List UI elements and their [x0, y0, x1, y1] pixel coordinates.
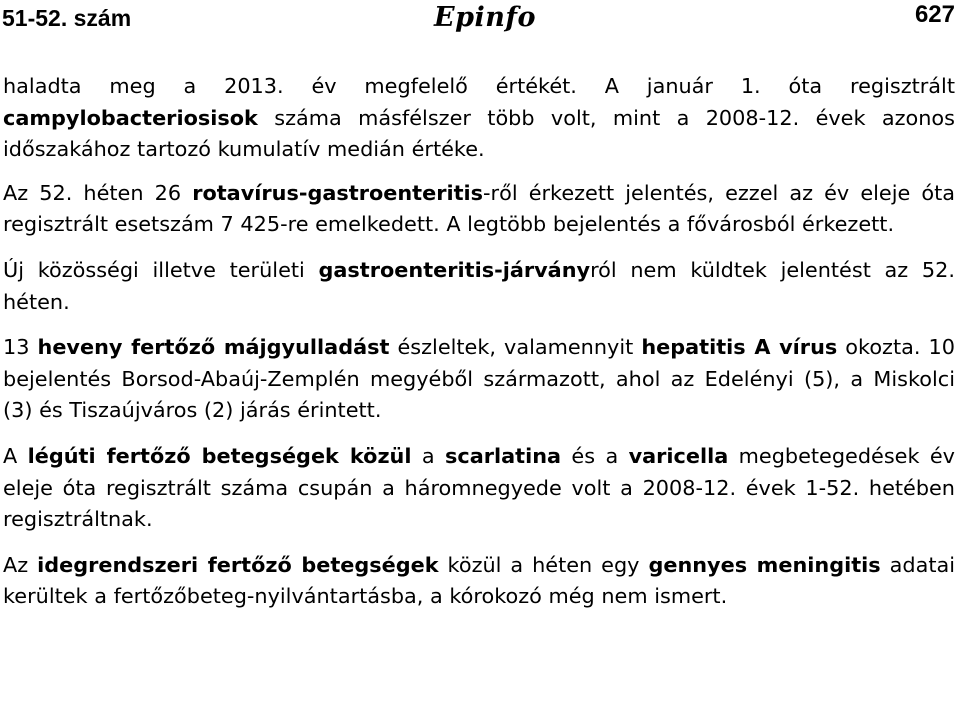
bold-term: varicella — [628, 443, 729, 468]
paragraph-respiratory — [3, 441, 955, 536]
text-run: -ről érkezett jelentés, ezzel az év eleje óta regisztrált esetszám 7 425-re emelkedett. A legtöbb bejelentés a fővárosból érkezett. — [3, 180, 955, 237]
bold-term: scarlatina — [444, 443, 562, 468]
page-number: 627 — [914, 1, 955, 28]
bold-term: rotavírus-gastroenteritis — [192, 180, 484, 205]
text-run: ról nem küldtek jelentést az 52. héten. — [3, 257, 955, 314]
bold-term: campylobacteriosisok — [3, 105, 258, 130]
text-run: száma másfélszer több volt, mint a 2008-12. évek azonos időszakához tartozó kumulatív medián értéke. — [3, 105, 955, 162]
bold-term: gennyes meningitis — [648, 552, 881, 577]
bold-term: gastroenteritis-járvány — [318, 257, 591, 282]
paragraph-outbreaks — [3, 255, 955, 318]
bold-term: heveny fertőző májgyulladást — [37, 335, 390, 360]
text-run: Az — [3, 552, 38, 577]
paragraph-rotavirus — [3, 178, 955, 241]
text-run: Új közösségi illetve területi — [3, 257, 319, 282]
text-run: megbetegedések év eleje óta regisztrált száma csupán a háromnegyede volt a 2008-12. évek 1-52. hetében regisztráltnak. — [3, 443, 955, 532]
text-run: adatai kerültek a fertőzőbeteg-nyilvántartásba, a kórokozó még nem ismert. — [3, 552, 955, 609]
document-body — [3, 71, 955, 627]
paragraph-campylobacter — [3, 71, 955, 166]
text-run: haladta meg a 2013. év megfelelő értékét. A január 1. óta regisztrált — [3, 74, 955, 98]
epinfo-logo: Epinfo — [434, 2, 536, 33]
bold-term: légúti fertőző betegségek közül — [27, 443, 412, 468]
bold-term: hepatitis A vírus — [641, 335, 838, 360]
text-run: okozta. 10 bejelentés Borsod-Abaúj-Zemplén megyéből származott, ahol az Edelényi (5), a Miskolci (3) és Tiszaújváros (2) járás érintett. — [3, 335, 955, 423]
text-run: A — [3, 443, 28, 468]
page-header — [0, 0, 959, 40]
text-run: észleltek, valamennyit — [389, 335, 642, 360]
paragraph-hepatitis — [3, 332, 955, 427]
text-run: közül a héten egy — [438, 552, 649, 577]
text-run: 13 — [3, 335, 38, 360]
text-run: Az 52. héten 26 — [3, 180, 193, 205]
bold-term: idegrendszeri fertőző betegségek — [37, 552, 439, 577]
text-run: és a — [561, 443, 629, 468]
issue-number: 51-52. szám — [2, 5, 132, 31]
text-run: a — [411, 443, 445, 468]
paragraph-meningitis — [3, 550, 955, 613]
